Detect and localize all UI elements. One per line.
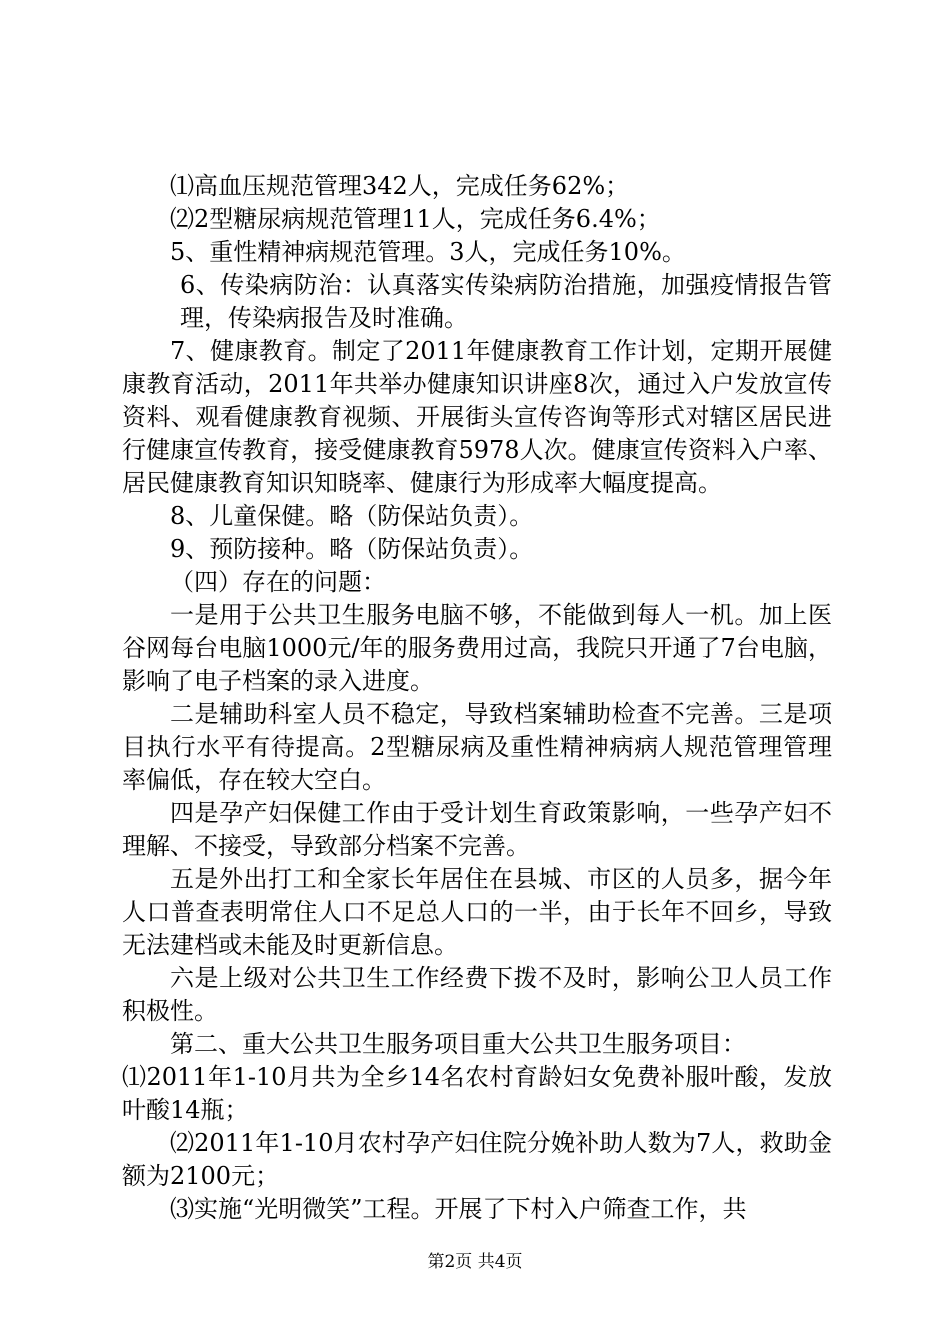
paragraph-problem-6: 六是上级对公共卫生工作经费下拨不及时，影响公卫人员工作积极性。	[122, 964, 832, 1025]
page-footer: 第2页 共4页	[427, 1252, 523, 1272]
section-heading-problems: （四）存在的问题：	[170, 568, 386, 596]
paragraph-vaccination: 9、预防接种。略（防保站负责）。	[170, 535, 534, 563]
paragraph-hypertension: ⑴高血压规范管理342人，完成任务62%；	[170, 172, 630, 200]
paragraph-problem-4: 四是孕产妇保健工作由于受计划生育政策影响，一些孕产妇不理解、不接受，导致部分档案不完善。	[122, 799, 832, 860]
section-heading-major-projects: 第二、重大公共卫生服务项目重大公共卫生服务项目：	[170, 1030, 746, 1058]
paragraph-folic-acid: ⑴2011年1-10月共为全乡14名农村育龄妇女免费补服叶酸，发放叶酸14瓶；	[122, 1063, 832, 1124]
paragraph-problem-2: 二是辅助科室人员不稳定，导致档案辅助检查不完善。三是项目执行水平有待提高。2型糖尿病及重性精神病病人规范管理管理率偏低，存在较大空白。	[122, 700, 832, 794]
paragraph-health-education: 7、健康教育。制定了2011年健康教育工作计划，定期开展健康教育活动，2011年共举办健康知识讲座8次，通过入户发放宣传资料、观看健康教育视频、开展街头宣传咨询等形式对辖区居民进行健康宣传教育，接受健康教育5978人次。健康宣传资料入户率、居民健康教育知识知晓率、健康行为形成率大幅度提高。	[122, 337, 832, 497]
paragraph-problem-5: 五是外出打工和全家长年居住在县城、市区的人员多，据今年人口普查表明常住人口不足总人口的一半，由于长年不回乡，导致无法建档或未能及时更新信息。	[122, 865, 832, 959]
paragraph-problem-1: 一是用于公共卫生服务电脑不够，不能做到每人一机。加上医谷网每台电脑1000元/年的服务费用过高，我院只开通了7台电脑，影响了电子档案的录入进度。	[122, 601, 832, 695]
paragraph-diabetes: ⑵2型糖尿病规范管理11人，完成任务6.4%；	[170, 205, 661, 233]
paragraph-child-care: 8、儿童保健。略（防保站负责）。	[170, 502, 534, 530]
paragraph-infectious-disease: 6、传染病防治：认真落实传染病防治措施，加强疫情报告管理，传染病报告及时准确。	[180, 271, 832, 332]
paragraph-delivery-subsidy: ⑵2011年1-10月农村孕产妇住院分娩补助人数为7人，救助金额为2100元；	[122, 1129, 832, 1190]
document-body	[122, 170, 832, 1226]
paragraph-bright-smile: ⑶实施“光明微笑”工程。开展了下村入户筛查工作，共	[170, 1195, 747, 1223]
paragraph-mental-illness: 5、重性精神病规范管理。3人，完成任务10%。	[170, 238, 686, 266]
